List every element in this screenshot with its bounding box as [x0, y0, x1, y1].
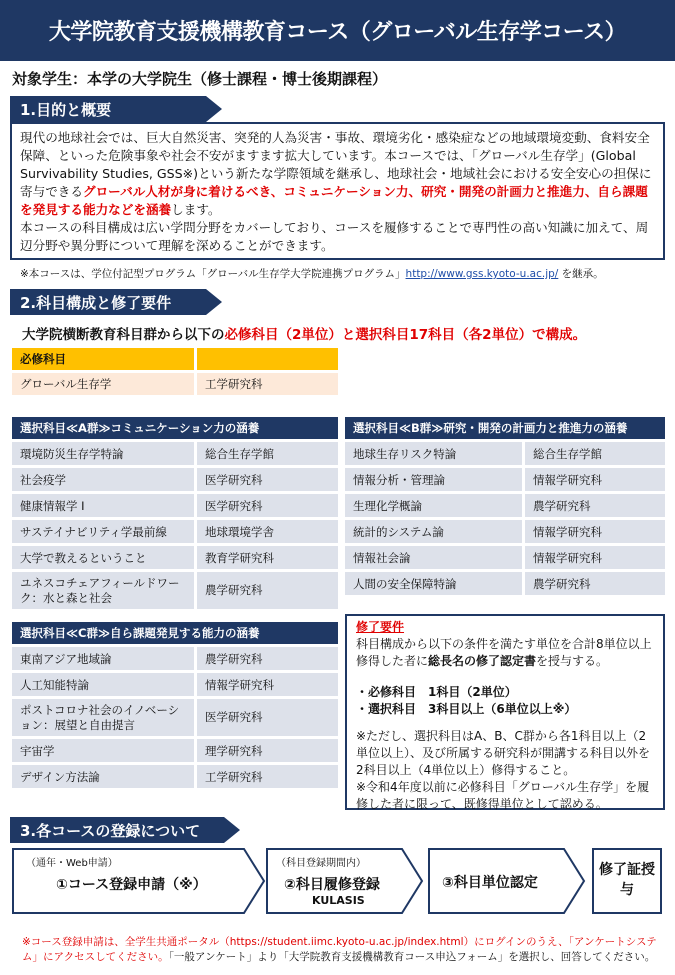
- course-name: 情報社会論: [345, 546, 525, 569]
- completion-text-b: を授与する。: [536, 654, 609, 668]
- course-name: サステイナビリティ学最前線: [12, 520, 197, 543]
- course-dept: 農学研究科: [525, 572, 665, 595]
- course-name: デザイン方法論: [12, 765, 197, 788]
- section3-heading: [10, 817, 224, 843]
- intro-text: 大学院横断教育科目群から以下の: [22, 327, 225, 343]
- required-course-dept: 工学研究科: [197, 373, 338, 395]
- course-dept: 医学研究科: [197, 699, 338, 736]
- table-row: [12, 442, 338, 465]
- required-course-table: [12, 345, 338, 398]
- course-dept: 地球環境学舎: [197, 520, 338, 543]
- completion-condition-1: ・必修科目 1科目（2単位）: [356, 685, 517, 699]
- completion-note-2: ※令和4年度以前に必修科目「グローバル生存学」を履修した者に限って、既修得単位として認める。: [356, 780, 650, 811]
- course-name: 地球生存リスク特論: [345, 442, 525, 465]
- course-dept: 農学研究科: [525, 494, 665, 517]
- table-row: [12, 546, 338, 569]
- step-4: [592, 848, 662, 914]
- completion-text-a: 科目構成から以下の条件を満たす単位を合計8単位以上修得した者に: [356, 637, 652, 668]
- table-row: [12, 673, 338, 696]
- purpose-box: [10, 122, 665, 260]
- completion-text: [356, 636, 654, 670]
- completion-requirements: [345, 614, 665, 810]
- course-name: 宇宙学: [12, 739, 197, 762]
- table-row: [12, 699, 338, 736]
- course-intro: [22, 323, 586, 343]
- page-header: [0, 0, 675, 61]
- course-dept: 情報学研究科: [197, 673, 338, 696]
- gss-note: [20, 266, 604, 281]
- page-title: 大学院教育支援機構教育コース（グローバル生存学コース）: [48, 20, 627, 45]
- step-2-label: ②科目履修登録: [284, 877, 380, 893]
- course-dept: 医学研究科: [197, 468, 338, 491]
- table-row: [345, 546, 665, 569]
- table-row: [345, 442, 665, 465]
- footnote-text: 「一般アンケート」より「大学院教育支援機構教育コース申込フォーム」を選択し、回答してください。: [168, 951, 656, 963]
- step-4-label: 修了証授与: [599, 862, 655, 898]
- course-name: 生理化学概論: [345, 494, 525, 517]
- course-dept: 情報学研究科: [525, 468, 665, 491]
- course-dept: 農学研究科: [197, 647, 338, 670]
- section2-heading: [10, 289, 206, 315]
- course-name: 人間の安全保障特論: [345, 572, 525, 595]
- gss-note-text: ※本コースは、学位付記型プログラム「グローバル生存学大学院連携プログラム」: [20, 268, 406, 280]
- required-header-row: [12, 348, 338, 370]
- completion-certificate: 総長名の修了認定書: [428, 654, 537, 668]
- course-dept: 教育学研究科: [197, 546, 338, 569]
- completion-condition-2: ・選択科目 3科目以上（6単位以上※）: [356, 702, 577, 716]
- course-dept: 情報学研究科: [525, 520, 665, 543]
- table-row: [345, 494, 665, 517]
- group-a-table: [12, 439, 338, 612]
- course-dept: 医学研究科: [197, 494, 338, 517]
- course-name: 情報分析・管理論: [345, 468, 525, 491]
- registration-footnote: [22, 935, 662, 965]
- table-row: [345, 520, 665, 543]
- course-dept: 理学研究科: [197, 739, 338, 762]
- gss-note-end: を継承。: [558, 268, 604, 280]
- required-course-name: グローバル生存学: [12, 373, 197, 395]
- course-name: 人工知能特論: [12, 673, 197, 696]
- step-3: [428, 848, 586, 914]
- purpose-text-end: します。: [171, 202, 221, 217]
- group-a: [12, 417, 338, 612]
- table-row: [12, 647, 338, 670]
- required-header: 必修科目: [12, 348, 197, 370]
- section3-title: 3.各コースの登録について: [20, 821, 201, 840]
- step-1-period: （通年・Web申請）: [26, 858, 118, 869]
- section1-heading: [10, 96, 206, 122]
- section2-title: 2.科目構成と修了要件: [20, 293, 172, 312]
- course-name: 環境防災生存学特論: [12, 442, 197, 465]
- group-b-title: 選択科目≪B群≫研究・開発の計画力と推進力の涵養: [345, 417, 665, 439]
- required-header-blank: [197, 348, 338, 370]
- course-name: 統計的システム論: [345, 520, 525, 543]
- purpose-text: 現代の地球社会では、巨大自然災害、突発的人為災害・事故、環境劣化・感染症などの地域環境変動、食料安全保障、といった危険事象や社会不安がますます拡大しています。本コースでは、「グローバル生存学」(Global Survivability Studies, GSS※)という新たな学際領域を継承し、地球社会・地域社会における安全安心の担保に寄与できる: [20, 130, 652, 199]
- course-name: ユネスコチェアフィールドワーク：水と森と社会: [12, 572, 197, 609]
- step-2-period: （科目登録期間内）: [276, 858, 366, 869]
- step-3-label: ③科目単位認定: [442, 875, 538, 891]
- purpose-paragraph-1: [20, 129, 655, 219]
- table-row: [12, 765, 338, 788]
- completion-title: 修了要件: [356, 620, 405, 634]
- course-name: 健康情報学 I: [12, 494, 197, 517]
- completion-note-1: ※ただし、選択科目はA、B、C群から各1科目以上（2単位以上）、及び所属する研究科が開講する科目以外を2科目以上（4単位以上）修得すること。: [356, 729, 651, 777]
- group-b-table: [345, 439, 665, 598]
- step-2-system: KULASIS: [312, 894, 365, 907]
- course-dept: 工学研究科: [197, 765, 338, 788]
- step-2: [266, 848, 424, 914]
- group-a-title: 選択科目≪A群≫コミュニケーション力の涵養: [12, 417, 338, 439]
- table-row: [12, 494, 338, 517]
- course-dept: 総合生存学館: [197, 442, 338, 465]
- course-dept: 総合生存学館: [525, 442, 665, 465]
- course-name: 社会疫学: [12, 468, 197, 491]
- course-name: 大学で教えるということ: [12, 546, 197, 569]
- required-course-row: [12, 373, 338, 395]
- table-row: [345, 468, 665, 491]
- course-dept: 農学研究科: [197, 572, 338, 609]
- table-row: [12, 572, 338, 609]
- step-1-label: ①コース登録申請（※）: [56, 877, 207, 893]
- purpose-paragraph-2: 本コースの科目構成は広い学問分野をカバーしており、コースを履修することで専門性の高い知識に加えて、周辺分野や異分野について理解を深めることができます。: [20, 220, 649, 253]
- course-name: ポストコロナ社会のイノベーション：展望と自由提言: [12, 699, 197, 736]
- step-1: [12, 848, 266, 914]
- gss-link[interactable]: http://www.gss.kyoto-u.ac.jp/: [405, 268, 559, 280]
- group-c-title: 選択科目≪C群≫自ら課題発見する能力の涵養: [12, 622, 338, 644]
- table-row: [12, 739, 338, 762]
- footnote-red: ※コース登録申請は、全学生共通ポータル（https://student.iimc.kyoto-u.ac.jp/index.html）にログインのうえ、「アンケートシステム」にアクセスしてください。: [22, 936, 657, 963]
- table-row: [12, 468, 338, 491]
- group-c: [12, 622, 338, 791]
- section1-title: 1.目的と概要: [20, 100, 112, 119]
- course-name: 東南アジア地域論: [12, 647, 197, 670]
- group-c-table: [12, 644, 338, 791]
- target-students: 対象学生：本学の大学院生（修士課程・博士後期課程）: [12, 70, 388, 88]
- table-row: [345, 572, 665, 595]
- intro-highlight: 必修科目（2単位）と選択科目17科目（各2単位）で構成。: [224, 327, 587, 343]
- course-dept: 情報学研究科: [525, 546, 665, 569]
- table-row: [12, 520, 338, 543]
- purpose-highlight: グローバル人材が身に着けるべき、コミュニケーション力、研究・開発の計画力と推進力、自ら課題を発見する能力などを涵養: [20, 184, 648, 217]
- group-b: [345, 417, 665, 598]
